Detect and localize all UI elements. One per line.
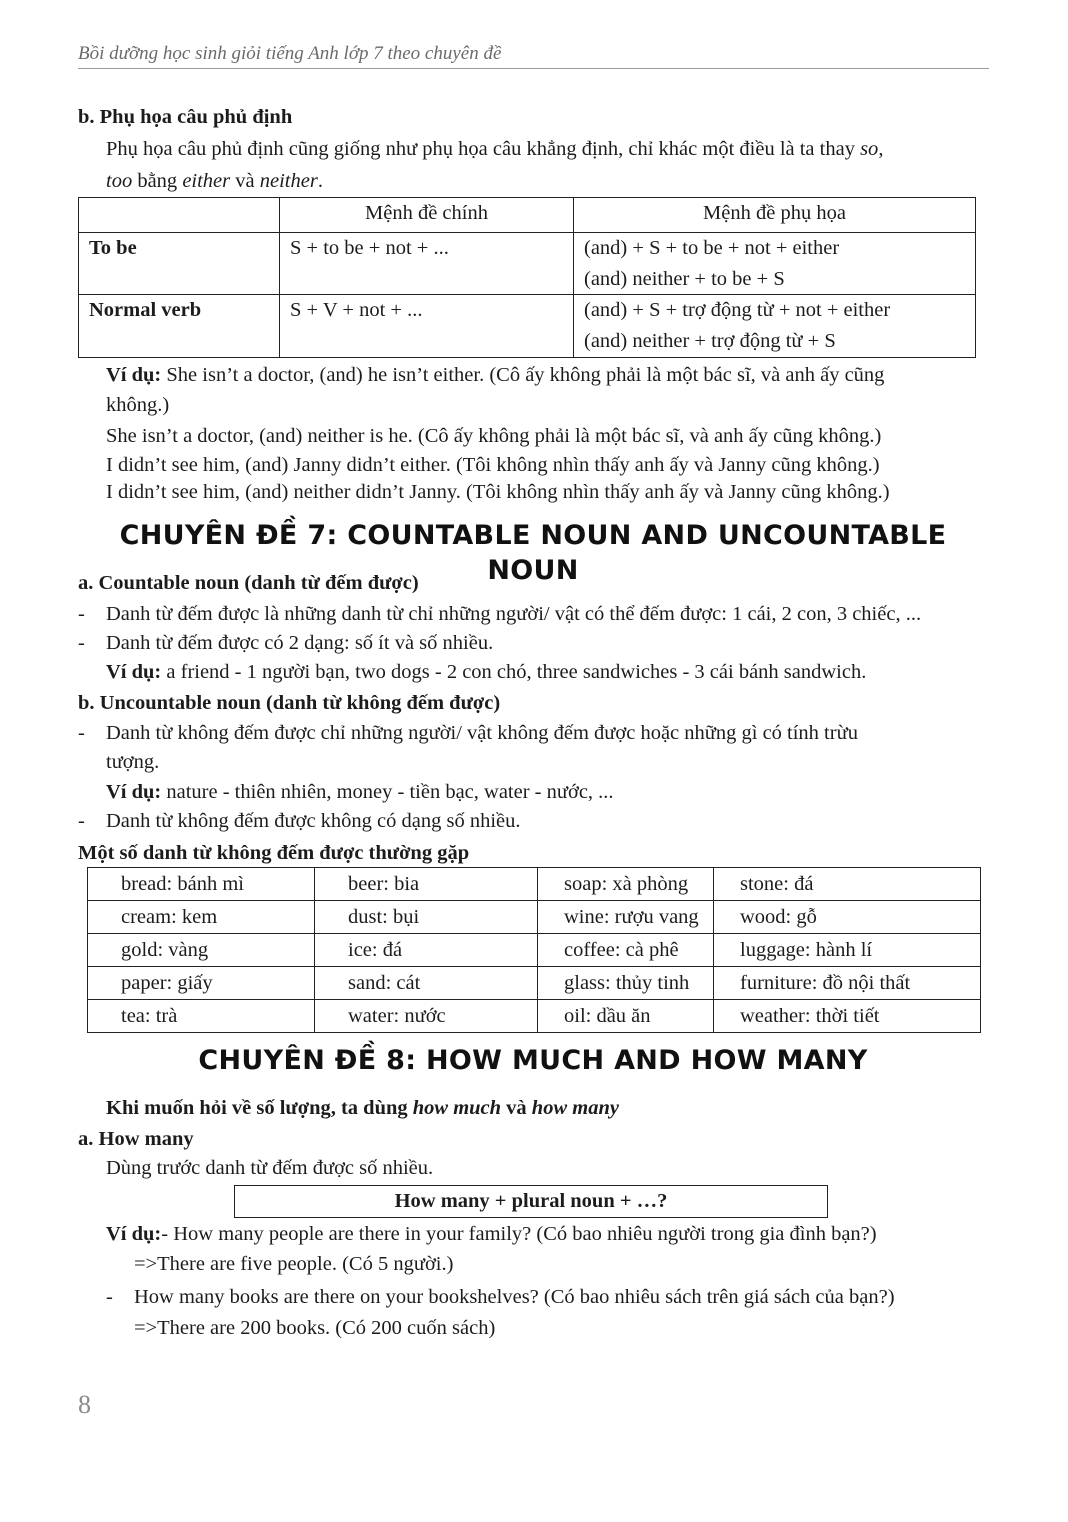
sub-clause-form1: (and) + S + trợ động từ + not + either	[584, 299, 891, 322]
section-heading-negative: b. Phụ họa câu phủ định	[78, 106, 293, 128]
sub-clause-form2: (and) neither + trợ động từ + S	[584, 329, 836, 352]
uncountable-bullet-1-line1: Danh từ không đếm được chỉ những người/ vật không đếm được hoặc những gì có tính trừu	[106, 722, 858, 744]
noun-cell: stone: đá	[714, 868, 981, 901]
intro-text: Phụ họa câu phủ định cũng giống như phụ họa câu khẳng định, chỉ khác một điều là ta thay	[106, 138, 861, 160]
noun-cell: oil: dầu ăn	[538, 1000, 714, 1033]
example-text: - How many people are there in your family? (Có bao nhiêu người trong gia đình bạn?)	[161, 1223, 877, 1245]
word-too: too	[106, 170, 133, 192]
running-header: Bồi dưỡng học sinh giỏi tiếng Anh lớp 7 theo chuyên đề	[78, 43, 502, 64]
page-number: 8	[78, 1390, 91, 1419]
sub-clause-form2: (and) neither + to be + S	[584, 267, 785, 290]
countable-example	[106, 659, 866, 686]
intro-mid1: bằng	[132, 170, 183, 192]
countable-bullet-2: Danh từ đếm được có 2 dạng: số ít và số nhiều.	[106, 632, 494, 654]
intro-paragraph-line2	[106, 168, 323, 195]
uncountable-bullet-1-line2: tượng.	[106, 751, 160, 773]
bullet-dash: -	[78, 722, 85, 744]
noun-cell: wine: rượu vang	[538, 901, 714, 934]
chapter-8-intro	[106, 1095, 619, 1122]
bullet-dash: -	[78, 810, 85, 832]
how-many-term: how many	[531, 1097, 619, 1119]
example-1-line2: không.)	[106, 394, 170, 416]
table-row	[79, 295, 976, 357]
row-main-clause: S + to be + not + ...	[280, 233, 574, 295]
example-text: She isn’t a doctor, (and) he isn’t either. (Cô ấy không phải là một bác sĩ, và anh ấy cũng	[161, 364, 885, 386]
example-label: Ví dụ:	[106, 364, 162, 386]
table-row	[88, 934, 981, 967]
uncountable-example	[106, 779, 614, 806]
header-rule	[78, 68, 989, 69]
negative-agreement-table	[78, 197, 976, 358]
noun-cell: paper: giấy	[88, 967, 315, 1000]
table-row	[88, 901, 981, 934]
uncountable-bullet-2: Danh từ không đếm được không có dạng số nhiều.	[106, 810, 521, 832]
row-type-label: Normal verb	[79, 295, 280, 357]
uncountable-heading: b. Uncountable noun (danh từ không đếm được)	[78, 692, 501, 714]
intro-and: và	[501, 1097, 532, 1119]
intro-paragraph-line1	[106, 136, 883, 163]
how-many-example-1	[106, 1221, 877, 1248]
example-label: Ví dụ:	[106, 781, 162, 803]
bullet-dash: -	[106, 1286, 113, 1308]
intro-text: Khi muốn hỏi về số lượng, ta dùng	[106, 1097, 413, 1119]
noun-cell: soap: xà phòng	[538, 868, 714, 901]
noun-cell: gold: vàng	[88, 934, 315, 967]
table-row	[79, 233, 976, 295]
row-main-clause: S + V + not + ...	[280, 295, 574, 357]
table-row	[88, 1000, 981, 1033]
noun-cell: glass: thủy tinh	[538, 967, 714, 1000]
table-header-empty	[79, 198, 280, 233]
intro-mid2: và	[230, 170, 260, 192]
noun-cell: luggage: hành lí	[714, 934, 981, 967]
example-4: I didn’t see him, (and) neither didn’t Janny. (Tôi không nhìn thấy anh ấy và Janny cũng không.)	[106, 481, 890, 503]
bullet-dash: -	[78, 632, 85, 654]
uncountable-nouns-table	[87, 867, 981, 1033]
example-label: Ví dụ:	[106, 1223, 162, 1245]
example-text: nature - thiên nhiên, money - tiền bạc, water - nước, ...	[161, 781, 614, 803]
how-much-term: how much	[412, 1097, 502, 1119]
noun-cell: wood: gỗ	[714, 901, 981, 934]
comma: ,	[878, 138, 884, 160]
table-row	[88, 967, 981, 1000]
table-header-sub-clause: Mệnh đề phụ họa	[574, 198, 976, 233]
table-header-main-clause: Mệnh đề chính	[280, 198, 574, 233]
example-2: She isn’t a doctor, (and) neither is he. (Cô ấy không phải là một bác sĩ, và anh ấy cũng không.)	[106, 425, 882, 447]
how-many-answer-1: =>There are five people. (Có 5 người.)	[134, 1253, 454, 1275]
how-many-formula-box: How many + plural noun + …?	[234, 1185, 828, 1218]
countable-bullet-1: Danh từ đếm được là những danh từ chỉ những người/ vật có thể đếm được: 1 cái, 2 con, 3 chiếc, ...	[106, 603, 922, 625]
bullet-dash: -	[78, 603, 85, 625]
noun-cell: furniture: đồ nội thất	[714, 967, 981, 1000]
noun-cell: cream: kem	[88, 901, 315, 934]
noun-cell: tea: trà	[88, 1000, 315, 1033]
word-neither: neither	[259, 170, 318, 192]
noun-cell: sand: cát	[315, 967, 538, 1000]
table-header-row	[79, 198, 976, 233]
table-row	[88, 868, 981, 901]
how-many-heading: a. How many	[78, 1128, 194, 1150]
example-text: a friend - 1 người bạn, two dogs - 2 con chó, three sandwiches - 3 cái bánh sandwich.	[161, 661, 867, 683]
example-3: I didn’t see him, (and) Janny didn’t either. (Tôi không nhìn thấy anh ấy và Janny cũng không.)	[106, 454, 880, 476]
sub-clause-form1: (and) + S + to be + not + either	[584, 237, 840, 259]
example-label: Ví dụ:	[106, 661, 162, 683]
noun-cell: ice: đá	[315, 934, 538, 967]
chapter-7-title: CHUYÊN ĐỀ 7: COUNTABLE NOUN AND UNCOUNTABLE NOUN	[119, 520, 947, 587]
countable-heading: a. Countable noun (danh từ đếm được)	[78, 572, 419, 594]
row-sub-clause	[574, 295, 976, 357]
noun-cell: coffee: cà phê	[538, 934, 714, 967]
noun-cell: weather: thời tiết	[714, 1000, 981, 1033]
word-either: either	[182, 170, 231, 192]
intro-end: .	[317, 170, 323, 192]
how-many-answer-2: =>There are 200 books. (Có 200 cuốn sách)	[134, 1317, 496, 1339]
noun-cell: dust: bụi	[315, 901, 538, 934]
chapter-8-title: CHUYÊN ĐỀ 8: HOW MUCH AND HOW MANY	[198, 1045, 868, 1076]
row-type-label: To be	[79, 233, 280, 295]
row-sub-clause	[574, 233, 976, 295]
example-1-line1	[106, 362, 884, 389]
common-nouns-heading: Một số danh từ không đếm được thường gặp	[78, 842, 470, 864]
how-many-example-2: How many books are there on your bookshelves? (Có bao nhiêu sách trên giá sách của bạn?)	[134, 1286, 895, 1308]
how-many-description: Dùng trước danh từ đếm được số nhiều.	[106, 1157, 434, 1179]
noun-cell: beer: bia	[315, 868, 538, 901]
word-so: so	[860, 138, 879, 160]
noun-cell: bread: bánh mì	[88, 868, 315, 901]
noun-cell: water: nước	[315, 1000, 538, 1033]
